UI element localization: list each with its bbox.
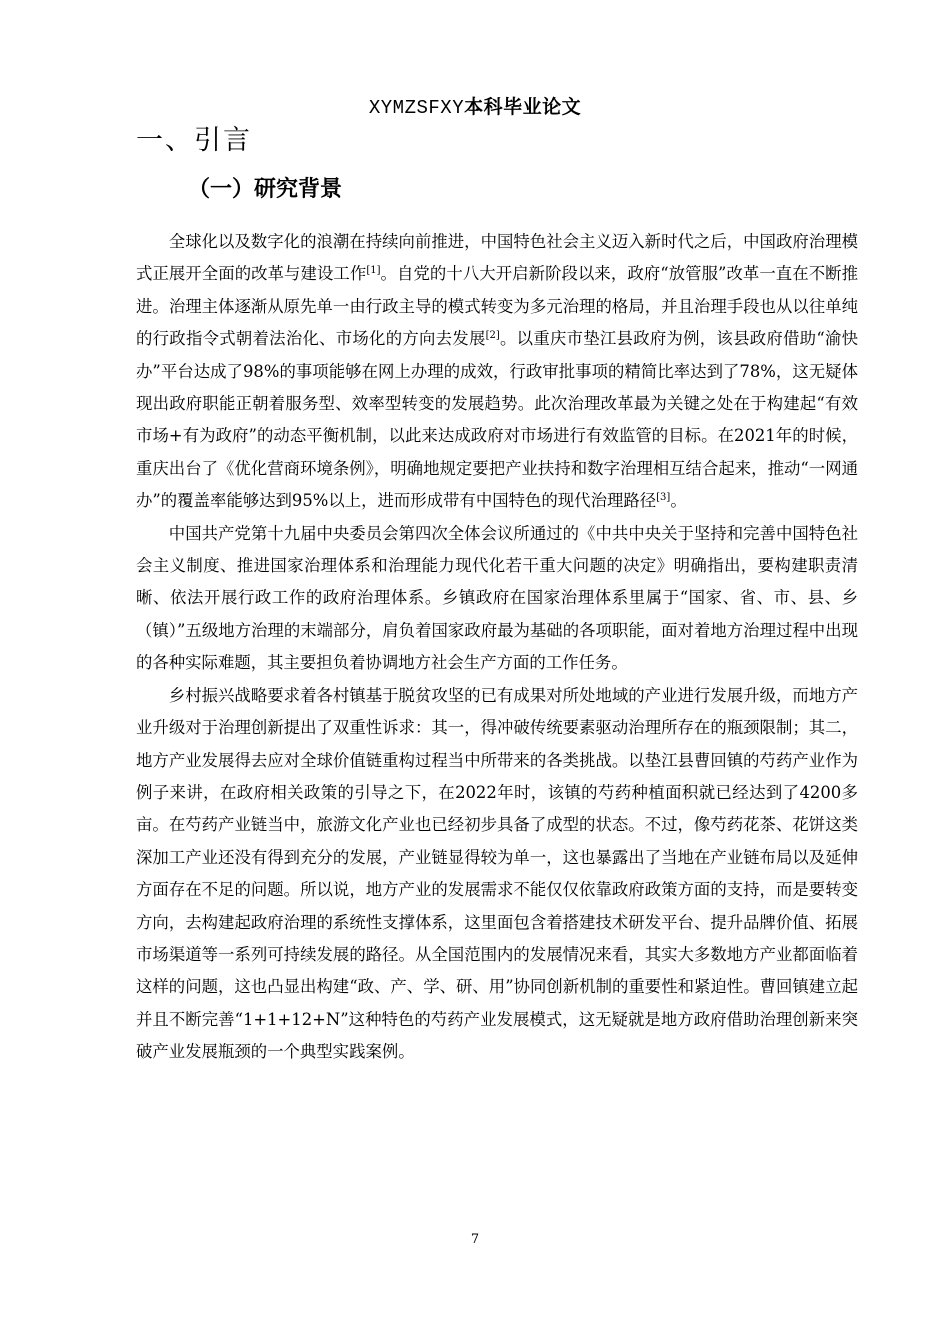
paragraph-1 xyxy=(136,226,858,518)
header-code: XYMZSFXY xyxy=(368,97,465,119)
section-heading: 一、引言 xyxy=(136,125,252,156)
page-number: 7 xyxy=(470,1232,480,1247)
paragraph-1-text-d: 。 xyxy=(670,491,687,511)
subsection-heading: （一）研究背景 xyxy=(188,177,343,202)
paragraph-1-text-b: 。自党的十八大开启新阶段以来，政府“放管服”改革一直在不断推进。治理主体逐渐从原先单一由行政主导的模式转变为多元治理的格局，并且治理手段也从以往单纯的行政指令式朝着法治化、市场化的方向去发展 xyxy=(136,264,859,349)
paragraph-3: 乡村振兴战略要求着各村镇基于脱贫攻坚的已有成果对所处地域的产业进行发展升级，而地方产业升级对于治理创新提出了双重性诉求：其一，得冲破传统要素驱动治理所存在的瓶颈限制；其二，地方产业发展得去应对全球价值链重构过程当中所带来的各类挑战。以垫江县曹回镇的芍药产业作为例子来讲，在政府相关政策的引导之下，在2022年时，该镇的芍药种植面积就已经达到了4200多亩。在芍药产业链当中，旅游文化产业也已经初步具备了成型的状态。不过，像芍药花茶、花饼这类深加工产业还没有得到充分的发展，产业链显得较为单一，这也暴露出了当地在产业链布局以及延伸方面存在不足的问题。所以说，地方产业的发展需求不能仅仅依靠政府政策方面的支持，而是要转变方向，去构建起政府治理的系统性支撑体系，这里面包含着搭建技术研发平台、提升品牌价值、拓展市场渠道等一系列可持续发展的路径。从全国范围内的发展情况来看，其实大多数地方产业都面临着这样的问题，这也凸显出构建“政、产、学、研、用”协同创新机制的重要性和紧迫性。曹回镇建立起并且不断完善“1+1+12+N”这种特色的芍药产业发展模式，这无疑就是地方政府借助治理创新来突破产业发展瓶颈的一个典型实践案例。 xyxy=(136,685,858,1062)
citation-1: [1] xyxy=(366,265,381,277)
citation-2: [2] xyxy=(485,330,500,342)
citation-3: [3] xyxy=(656,492,671,504)
paragraph-1-text-c: 。以重庆市垫江县政府为例，该县政府借助“渝快办”平台达成了98%的事项能够在网上办理的成效，行政审批事项的精简比率达到了78%，这无疑体现出政府职能正朝着服务型、效率型转变的发展趋势。此次治理改革最为关键之处在于构建起“有效市场+有为政府”的动态平衡机制，以此来达成政府对市场进行有效监管的目标。在2021年的时候，重庆出台了《优化营商环境条例》，明确地规定要把产业扶持和数字治理相互结合起来，推动“一网通办”的覆盖率能够达到95%以上，进而形成带有中国特色的现代治理路径 xyxy=(136,329,858,511)
paragraph-1-text-a: 全球化以及数字化的浪潮在持续向前推进，中国特色社会主义迈入新时代之后，中国政府治理模式正展开全面的改革与建设工作 xyxy=(136,232,858,284)
paragraph-2: 中国共产党第十九届中央委员会第四次全体会议所通过的《中共中央关于坚持和完善中国特色社会主义制度、推进国家治理体系和治理能力现代化若干重大问题的决定》明确指出，要构建职责清晰、依法开展行政工作的政府治理体系。乡镇政府在国家治理体系里属于“国家、省、市、县、乡（镇）”五级地方治理的末端部分，肩负着国家政府最为基础的各项职能，面对着地方治理过程中出现的各种实际难题，其主要担负着协调地方社会生产方面的工作任务。 xyxy=(136,523,858,673)
body-text xyxy=(136,226,858,1069)
header-title: 本科毕业论文 xyxy=(464,96,582,118)
page-header xyxy=(0,92,950,119)
